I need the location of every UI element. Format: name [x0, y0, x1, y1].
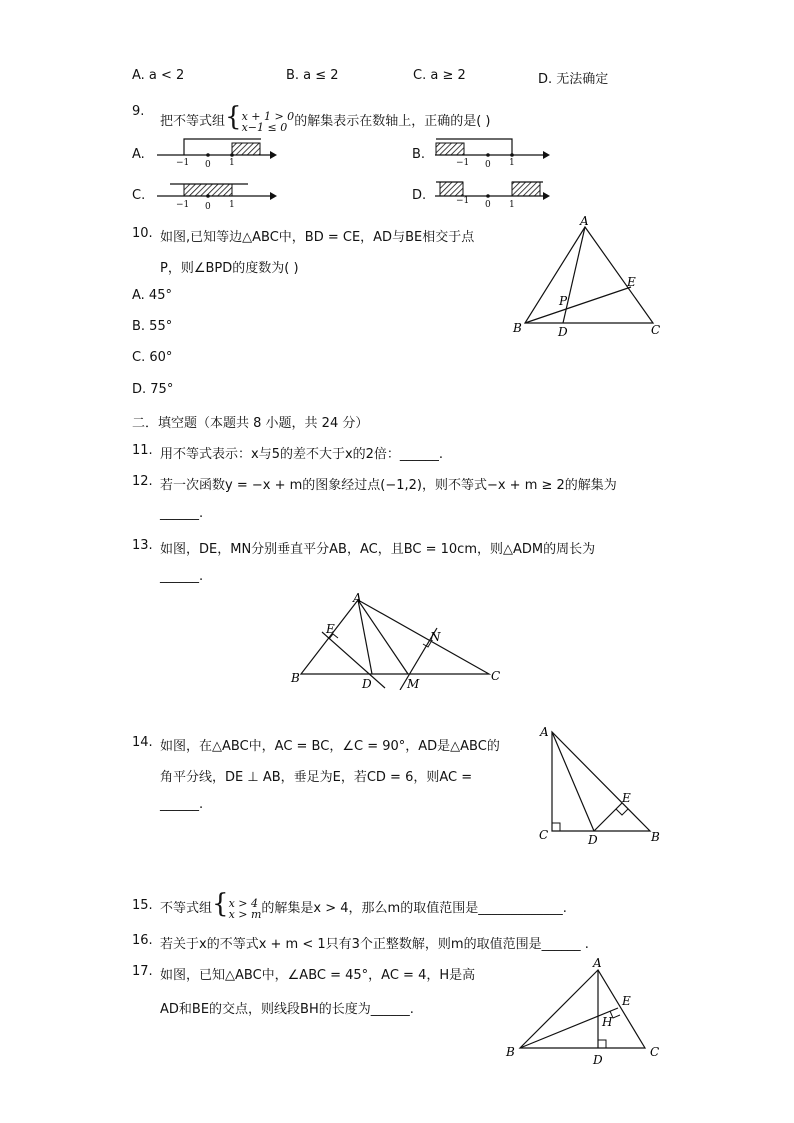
- tick-d-0: 0: [485, 200, 491, 210]
- q14-line1: 如图，在△ABC中，AC = BC，∠C = 90°，AD是△ABC的: [160, 739, 500, 754]
- tick-b-neg1: −1: [456, 158, 470, 168]
- q15-prefix: 不等式组: [160, 901, 213, 916]
- q10-line1: 如图,已知等边△ABC中，BD = CE，AD与BE相交于点: [160, 230, 475, 245]
- q9-option-b-label: B.: [412, 147, 426, 162]
- q16-text: 若关于x的不等式x + m < 1只有3个正整数解，则m的取值范围是______ .: [160, 937, 589, 952]
- q9-sys-line1: x + 1 > 0: [241, 109, 295, 123]
- label-d: D: [362, 677, 372, 690]
- label-c: C: [539, 828, 549, 842]
- brace-icon: {: [225, 102, 242, 132]
- label-e: E: [326, 622, 335, 636]
- label-a: A: [353, 591, 362, 605]
- q10-triangle-figure: [505, 212, 675, 342]
- label-e: E: [627, 275, 636, 289]
- label-b: B: [506, 1045, 515, 1059]
- q16-number: 16.: [132, 933, 153, 948]
- tick-c-0: 0: [205, 202, 211, 212]
- q14-line3: ______.: [160, 797, 204, 812]
- label-b: B: [291, 671, 300, 685]
- tick-c-neg1: −1: [176, 200, 190, 210]
- q14-triangle-figure: [530, 720, 670, 850]
- q9-number: 9.: [132, 104, 145, 119]
- q9-prefix: 把不等式组: [160, 114, 226, 129]
- tick-b-0: 0: [485, 160, 491, 170]
- q10-line2: P，则∠BPD的度数为( ): [160, 261, 299, 276]
- q15-system: [229, 898, 262, 920]
- q10-number: 10.: [132, 226, 153, 241]
- section-2-heading: 二．填空题（本题共 8 小题，共 24 分）: [132, 416, 369, 431]
- q17-line1: 如图，已知△ABC中，∠ABC = 45°，AC = 4，H是高: [160, 968, 476, 983]
- q17-number: 17.: [132, 964, 153, 979]
- q8-option-a: A. a < 2: [132, 68, 185, 83]
- number-line-a: [157, 139, 277, 159]
- label-a: A: [593, 956, 602, 970]
- number-line-b: [435, 139, 550, 159]
- q17-triangle-figure: [500, 952, 675, 1072]
- q15-suffix: 的解集是x > 4，那么m的取值范围是_____________.: [261, 901, 567, 916]
- q13-line2: ______.: [160, 569, 204, 584]
- brace-icon: {: [212, 889, 229, 919]
- q17-line2: AD和BE的交点，则线段BH的长度为______.: [160, 1002, 414, 1017]
- label-c: C: [491, 669, 501, 683]
- q15-stem: [160, 891, 567, 920]
- tick-a-neg1: −1: [176, 158, 190, 168]
- label-d: D: [593, 1053, 603, 1067]
- label-m: M: [407, 677, 420, 690]
- q9-option-d-label: D.: [412, 188, 427, 203]
- q12-line2: ______.: [160, 506, 204, 521]
- q9-suffix: 的解集表示在数轴上，正确的是( ): [294, 114, 491, 129]
- q10-option-a: A. 45°: [132, 288, 172, 303]
- tick-a-0: 0: [205, 160, 211, 170]
- label-e: E: [622, 994, 631, 1008]
- label-b: B: [513, 321, 522, 335]
- q8-option-b: B. a ≤ 2: [286, 68, 339, 83]
- q13-triangle-figure: [285, 590, 510, 690]
- label-h: H: [602, 1015, 613, 1029]
- label-c: C: [650, 1045, 660, 1059]
- q9-option-c-label: C.: [132, 188, 146, 203]
- tick-b-1: 1: [509, 158, 515, 168]
- q14-line2: 角平分线，DE ⊥ AB，垂足为E，若CD = 6，则AC =: [160, 770, 473, 785]
- label-e: E: [622, 791, 631, 805]
- label-p: P: [559, 294, 568, 308]
- q15-sys-line1: x > 4: [228, 896, 258, 910]
- label-d: D: [558, 325, 568, 339]
- q10-option-c: C. 60°: [132, 350, 173, 365]
- q8-option-d: D. 无法确定: [538, 72, 609, 87]
- q11-text: 用不等式表示：x与5的差不大于x的2倍：______.: [160, 447, 444, 462]
- tick-c-1: 1: [229, 200, 235, 210]
- q13-number: 13.: [132, 538, 153, 553]
- q10-option-b: B. 55°: [132, 319, 173, 334]
- q12-number: 12.: [132, 474, 153, 489]
- q9-option-a-label: A.: [132, 147, 145, 162]
- label-a: A: [540, 725, 549, 739]
- label-c: C: [651, 323, 661, 337]
- q13-line1: 如图，DE，MN分别垂直平分AB，AC，且BC = 10cm，则△ADM的周长为: [160, 542, 596, 557]
- label-d: D: [588, 833, 598, 847]
- q15-sys-line2: x > m: [228, 907, 262, 921]
- label-n: N: [430, 630, 441, 644]
- q11-number: 11.: [132, 443, 153, 458]
- q14-number: 14.: [132, 735, 153, 750]
- label-a: A: [580, 214, 589, 228]
- q15-number: 15.: [132, 898, 153, 913]
- tick-d-1: 1: [509, 200, 515, 210]
- number-line-c: [157, 184, 277, 200]
- number-line-d: [435, 182, 550, 200]
- tick-d-neg1: −1: [456, 196, 470, 206]
- q10-option-d: D. 75°: [132, 382, 174, 397]
- q8-option-c: C. a ≥ 2: [413, 68, 466, 83]
- q9-sys-line2: x−1 ≤ 0: [241, 120, 288, 134]
- tick-a-1: 1: [229, 158, 235, 168]
- q12-line1: 若一次函数y = −x + m的图象经过点(−1,2)，则不等式−x + m ≥ 2的解集为: [160, 478, 617, 493]
- label-b: B: [651, 830, 660, 844]
